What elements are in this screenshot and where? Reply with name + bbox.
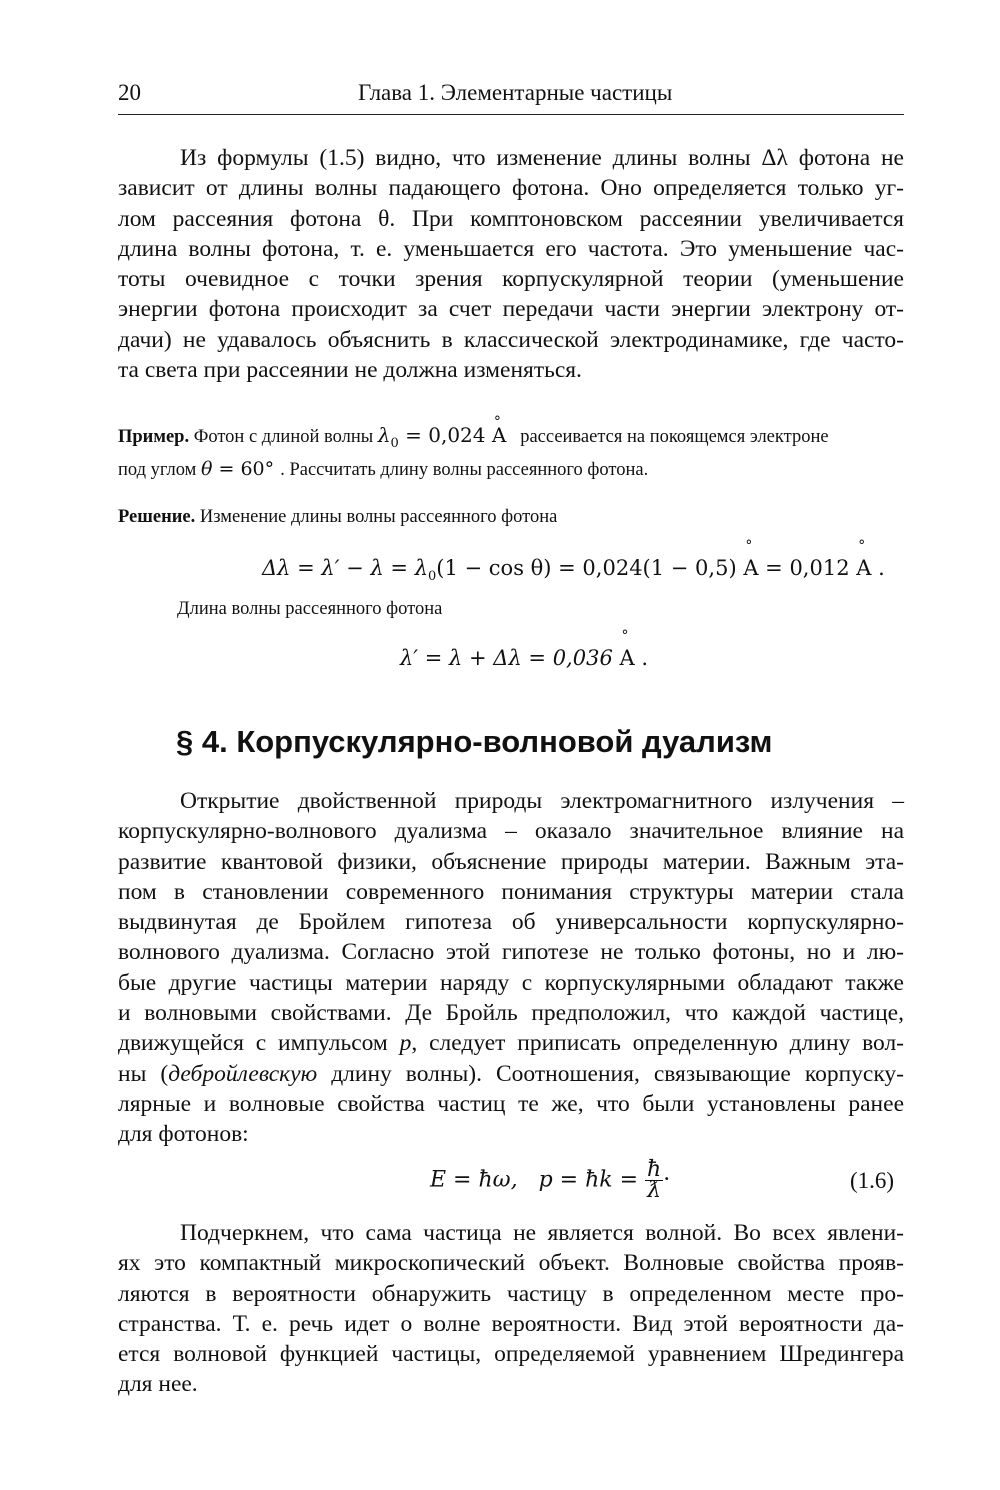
text-line: корпускулярно-волнового дуализма – оказало значительное влияние на — [118, 818, 904, 845]
italic-term: дебройлевскую — [168, 1060, 318, 1087]
solution-text: Длина волны рассеянного фотона — [177, 599, 443, 619]
text-line: Открытие двойственной природы электромагнитного излучения – — [180, 788, 904, 814]
text-line: развитие квантовой физики, объяснение природы материи. Важным эта- — [118, 848, 904, 875]
text-line: ях это компактный микроскопический объект. Волновые свойства прояв- — [118, 1250, 904, 1277]
equation-part: E = ħω, — [430, 1167, 518, 1193]
text-line: странства. Т. е. речь идет о волне вероятности. Вид этой вероятности да- — [118, 1310, 904, 1337]
example-angle — [201, 458, 280, 480]
text-line: выдвинутая де Бройлем гипотеза об универсальности корпускулярно- — [118, 909, 904, 936]
section-heading: § 4. Корпускулярно-волновой дуализм — [176, 724, 773, 759]
paragraph-particle — [118, 1218, 904, 1400]
text-part: , следует приписать определенную длину вол- — [411, 1030, 905, 1057]
momentum-symbol: p — [399, 1030, 412, 1057]
solution-label: Решение. — [118, 507, 196, 527]
example-wavelength — [377, 423, 507, 451]
text-line: длина волны фотона, т. е. уменьшается его частота. Это уменьшение час- — [118, 235, 904, 262]
angle-value: = 60° — [212, 458, 281, 480]
lambda-subscript: 0 — [390, 436, 399, 451]
formula-part: (1 − cos θ) = 0,024(1 − 0,5) — [436, 556, 744, 580]
text-line: лом рассеяния фотона θ. При комптоновском рассеянии увеличивается — [118, 205, 904, 232]
text-line: для фотонов: — [118, 1121, 249, 1148]
fraction-denominator: ƛ — [647, 1178, 662, 1203]
equation-part: p = ħk = — [538, 1167, 646, 1193]
theta-symbol: θ — [201, 458, 213, 480]
text-line: волнового дуализма. Согласно этой гипотезе не только фотоны, но и лю- — [118, 939, 904, 966]
text-line: пом в становлении современного понимания структуры материи стала — [118, 878, 904, 905]
equation-fraction — [645, 1157, 663, 1203]
angstrom-unit: ° A — [492, 423, 506, 447]
text-line: энергии фотона происходит за счет передачи части энергии электрону от- — [118, 296, 904, 323]
example-text: под углом — [118, 460, 197, 480]
example-label: Пример. — [118, 427, 190, 447]
formula-part: = 0,012 — [758, 556, 857, 580]
text-line: и волновыми свойствами. Де Бройль предположил, что каждой частице, — [118, 1000, 904, 1027]
solution-formula — [262, 556, 885, 584]
formula-part: . — [634, 646, 649, 670]
text-line: Из формулы (1.5) видно, что изменение длины волны Δλ фотона не — [180, 145, 904, 171]
running-head: Глава 1. Элементарные частицы — [358, 80, 673, 105]
angstrom-unit: ° A — [856, 556, 871, 580]
example-text: . Рассчитать длину волны рассеянного фотона. — [280, 460, 649, 480]
result-formula — [400, 646, 648, 670]
solution-text: Изменение длины волны рассеянного фотона — [199, 507, 558, 527]
text-part: ны ( — [118, 1060, 169, 1087]
page-number: 20 — [118, 80, 141, 105]
text-line: бые другие частицы материи наряду с корпускулярными обладают также — [118, 969, 904, 996]
lambda-symbol: λ — [377, 423, 391, 447]
text-line — [118, 1059, 904, 1089]
formula-subscript: 0 — [428, 569, 437, 585]
solution-line-2 — [177, 592, 963, 626]
text-line: для нее. — [118, 1371, 198, 1398]
text-line: та света при рассеянии не должна изменяться. — [118, 357, 582, 384]
formula-part: Δλ = λ′ − λ = λ — [262, 556, 429, 580]
formula-part: . — [871, 556, 885, 580]
text-line: ется волновой функцией частицы, определяемой уравнением Шредингера — [118, 1341, 904, 1368]
paragraph-duality — [118, 786, 904, 1150]
text-line: дачи) не удавалось объяснить в классической электродинамике, где часто- — [118, 326, 904, 353]
solution-line — [118, 500, 904, 534]
equation-part: · — [663, 1167, 671, 1193]
equation-1-6 — [430, 1157, 671, 1203]
text-line: Подчеркнем, что сама частица не является волной. Во всех явлени- — [180, 1220, 904, 1246]
fraction-numerator: ħ — [647, 1157, 662, 1182]
formula-part: λ′ = λ + Δλ = 0,036 — [400, 646, 620, 670]
text-line: зависит от длины волны падающего фотона. Оно определяется только уг- — [118, 175, 904, 202]
paragraph-compton — [118, 143, 904, 385]
page-header — [118, 76, 904, 115]
text-line: лярные и волновые свойства частиц те же, что были установлены ранее — [118, 1090, 904, 1117]
text-line: ляются в вероятности обнаружить частицу в определенном месте про- — [118, 1280, 904, 1307]
text-line: тоты очевидное с точки зрения корпускулярной теории (уменьшение — [118, 266, 904, 293]
example-text: Фотон с длиной волны — [193, 427, 374, 447]
wavelength-value: = 0,024 — [398, 423, 492, 447]
text-line — [118, 1028, 904, 1058]
text-part: длину волны). Соотношения, связывающие корпуску- — [317, 1060, 904, 1087]
equation-number: (1.6) — [850, 1168, 895, 1193]
example-text: рассеивается на покоящемся электроне — [520, 427, 829, 447]
example-line-2 — [118, 452, 904, 487]
angstrom-unit: ° A — [620, 646, 635, 670]
angstrom-unit: ° A — [743, 556, 758, 580]
text-part: движущейся с импульсом — [118, 1030, 388, 1057]
